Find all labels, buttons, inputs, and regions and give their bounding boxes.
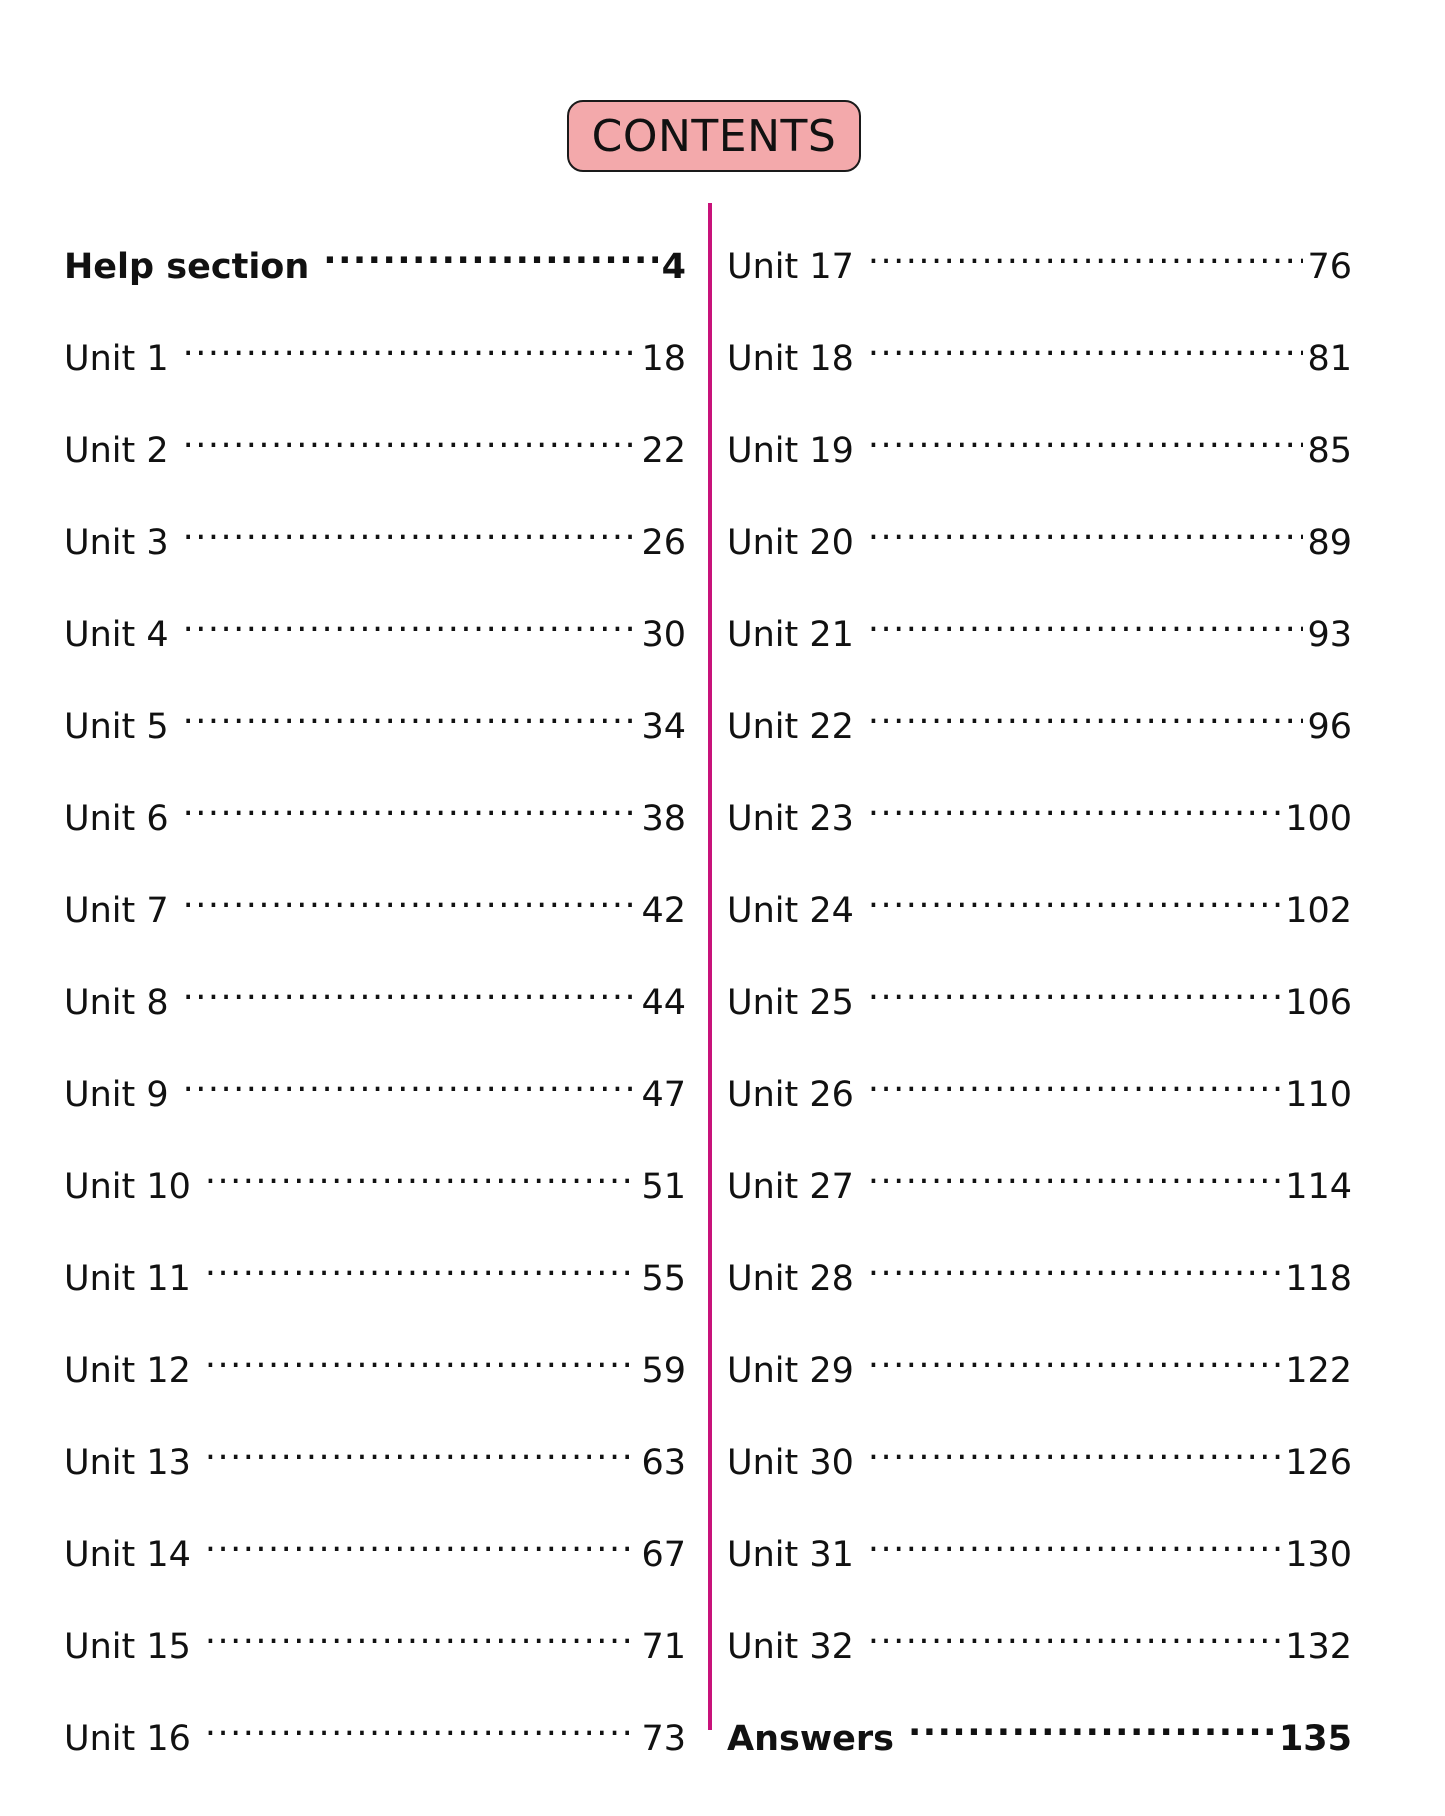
toc-entry-label: Unit 23 [727,799,854,839]
toc-entry-page-number: 47 [641,1075,686,1115]
dot-leader [868,690,1304,738]
dot-leader [183,690,638,738]
toc-entry [64,1058,686,1115]
toc-entry-label: Unit 4 [64,615,169,655]
toc-entry [64,230,686,287]
toc-entry-label: Unit 8 [64,983,169,1023]
dot-leader [908,1702,1275,1750]
dot-leader [868,230,1304,278]
dot-leader [183,322,638,370]
toc-entry-page-number: 93 [1307,615,1352,655]
toc-entry-label: Unit 7 [64,891,169,931]
toc-entry [64,322,686,379]
toc-entry-page-number: 130 [1285,1535,1352,1575]
toc-entry-page-number: 81 [1307,339,1352,379]
toc-entry-page-number: 44 [641,983,686,1023]
toc-entry-label: Unit 32 [727,1627,854,1667]
dot-leader [868,966,1281,1014]
dot-leader [205,1334,638,1382]
dot-leader [205,1150,638,1198]
toc-entry-label: Unit 19 [727,431,854,471]
toc-entry [64,414,686,471]
toc-entry [727,414,1352,471]
toc-entry-label: Unit 15 [64,1627,191,1667]
toc-entry [64,966,686,1023]
toc-entry-page-number: 51 [641,1167,686,1207]
dot-leader [868,1426,1281,1474]
contents-title: CONTENTS [567,100,861,172]
toc-entry-label: Unit 1 [64,339,169,379]
toc-entry-label: Unit 22 [727,707,854,747]
toc-entry-page-number: 67 [641,1535,686,1575]
dot-leader [868,1610,1281,1658]
toc-entry-page-number: 132 [1285,1627,1352,1667]
dot-leader [868,782,1281,830]
toc-entry-page-number: 102 [1285,891,1352,931]
toc-entry [64,1242,686,1299]
toc-entry-page-number: 118 [1285,1259,1352,1299]
toc-entry-label: Unit 25 [727,983,854,1023]
toc-entry [727,1334,1352,1391]
toc-entry-page-number: 55 [641,1259,686,1299]
toc-entry-label: Answers [727,1719,895,1759]
toc-entry [727,874,1352,931]
toc-entry [727,690,1352,747]
dot-leader [183,598,638,646]
dot-leader [323,230,657,278]
toc-entry [64,1702,686,1759]
toc-entry-label: Unit 9 [64,1075,169,1115]
toc-entry-label: Unit 29 [727,1351,854,1391]
toc-entry-label: Unit 18 [727,339,854,379]
dot-leader [205,1702,638,1750]
toc-entry [727,1242,1352,1299]
dot-leader [183,506,638,554]
toc-entry [64,782,686,839]
toc-entry-label: Help section [64,247,310,287]
toc-entry-label: Unit 10 [64,1167,191,1207]
toc-entry-label: Unit 30 [727,1443,854,1483]
toc-entry-page-number: 106 [1285,983,1352,1023]
toc-entry-label: Unit 27 [727,1167,854,1207]
toc-entry-page-number: 114 [1285,1167,1352,1207]
toc-entry [727,966,1352,1023]
dot-leader [868,1058,1281,1106]
toc-entry [727,1150,1352,1207]
dot-leader [868,1334,1281,1382]
dot-leader [183,1058,638,1106]
toc-entry-page-number: 126 [1285,1443,1352,1483]
toc-entry-label: Unit 3 [64,523,169,563]
toc-entry-label: Unit 21 [727,615,854,655]
toc-entry-page-number: 85 [1307,431,1352,471]
toc-entry-label: Unit 12 [64,1351,191,1391]
dot-leader [183,414,638,462]
toc-entry-label: Unit 11 [64,1259,191,1299]
toc-entry-page-number: 100 [1285,799,1352,839]
toc-entry [64,1334,686,1391]
toc-entry-label: Unit 28 [727,1259,854,1299]
dot-leader [868,1150,1281,1198]
toc-entry [727,506,1352,563]
toc-entry-label: Unit 16 [64,1719,191,1759]
toc-entry-label: Unit 17 [727,247,854,287]
toc-entry [64,1150,686,1207]
toc-entry [727,782,1352,839]
toc-entry [727,230,1352,287]
toc-entry-page-number: 63 [641,1443,686,1483]
toc-entry [727,1610,1352,1667]
toc-entry [727,1058,1352,1115]
toc-entry-page-number: 59 [641,1351,686,1391]
toc-entry-page-number: 135 [1278,1719,1352,1759]
dot-leader [205,1518,638,1566]
dot-leader [205,1610,638,1658]
dot-leader [868,1242,1281,1290]
toc-entry-page-number: 26 [641,523,686,563]
toc-entry-label: Unit 6 [64,799,169,839]
toc-entry-label: Unit 2 [64,431,169,471]
dot-leader [868,1518,1281,1566]
toc-entry [64,1426,686,1483]
toc-entry-label: Unit 13 [64,1443,191,1483]
toc-entry-page-number: 76 [1307,247,1352,287]
dot-leader [205,1242,638,1290]
dot-leader [205,1426,638,1474]
dot-leader [183,874,638,922]
toc-entry-page-number: 4 [661,247,686,287]
toc-entry-page-number: 38 [641,799,686,839]
toc-entry [64,874,686,931]
toc-entry-page-number: 89 [1307,523,1352,563]
toc-entry-page-number: 110 [1285,1075,1352,1115]
toc-entry [727,1426,1352,1483]
toc-entry-page-number: 122 [1285,1351,1352,1391]
toc-entry [64,1518,686,1575]
toc-entry [64,506,686,563]
toc-entry [727,1518,1352,1575]
toc-entry [727,322,1352,379]
toc-entry [64,690,686,747]
toc-entry-page-number: 73 [641,1719,686,1759]
dot-leader [868,598,1304,646]
toc-entry-page-number: 42 [641,891,686,931]
toc-entry-label: Unit 5 [64,707,169,747]
dot-leader [183,782,638,830]
toc-entry [64,1610,686,1667]
toc-entry-label: Unit 24 [727,891,854,931]
toc-entry-page-number: 22 [641,431,686,471]
toc-entry-page-number: 30 [641,615,686,655]
dot-leader [868,322,1304,370]
toc-entry-page-number: 18 [641,339,686,379]
toc-entry-page-number: 71 [641,1627,686,1667]
toc-entry [64,598,686,655]
toc-entry-label: Unit 14 [64,1535,191,1575]
toc-entry-page-number: 96 [1307,707,1352,747]
dot-leader [868,414,1304,462]
toc-entry-label: Unit 26 [727,1075,854,1115]
dot-leader [868,874,1281,922]
dot-leader [183,966,638,1014]
dot-leader [868,506,1304,554]
toc-entry [727,598,1352,655]
column-divider [708,203,712,1730]
toc-entry-page-number: 34 [641,707,686,747]
toc-entry-label: Unit 31 [727,1535,854,1575]
toc-entry [727,1702,1352,1759]
toc-entry-label: Unit 20 [727,523,854,563]
